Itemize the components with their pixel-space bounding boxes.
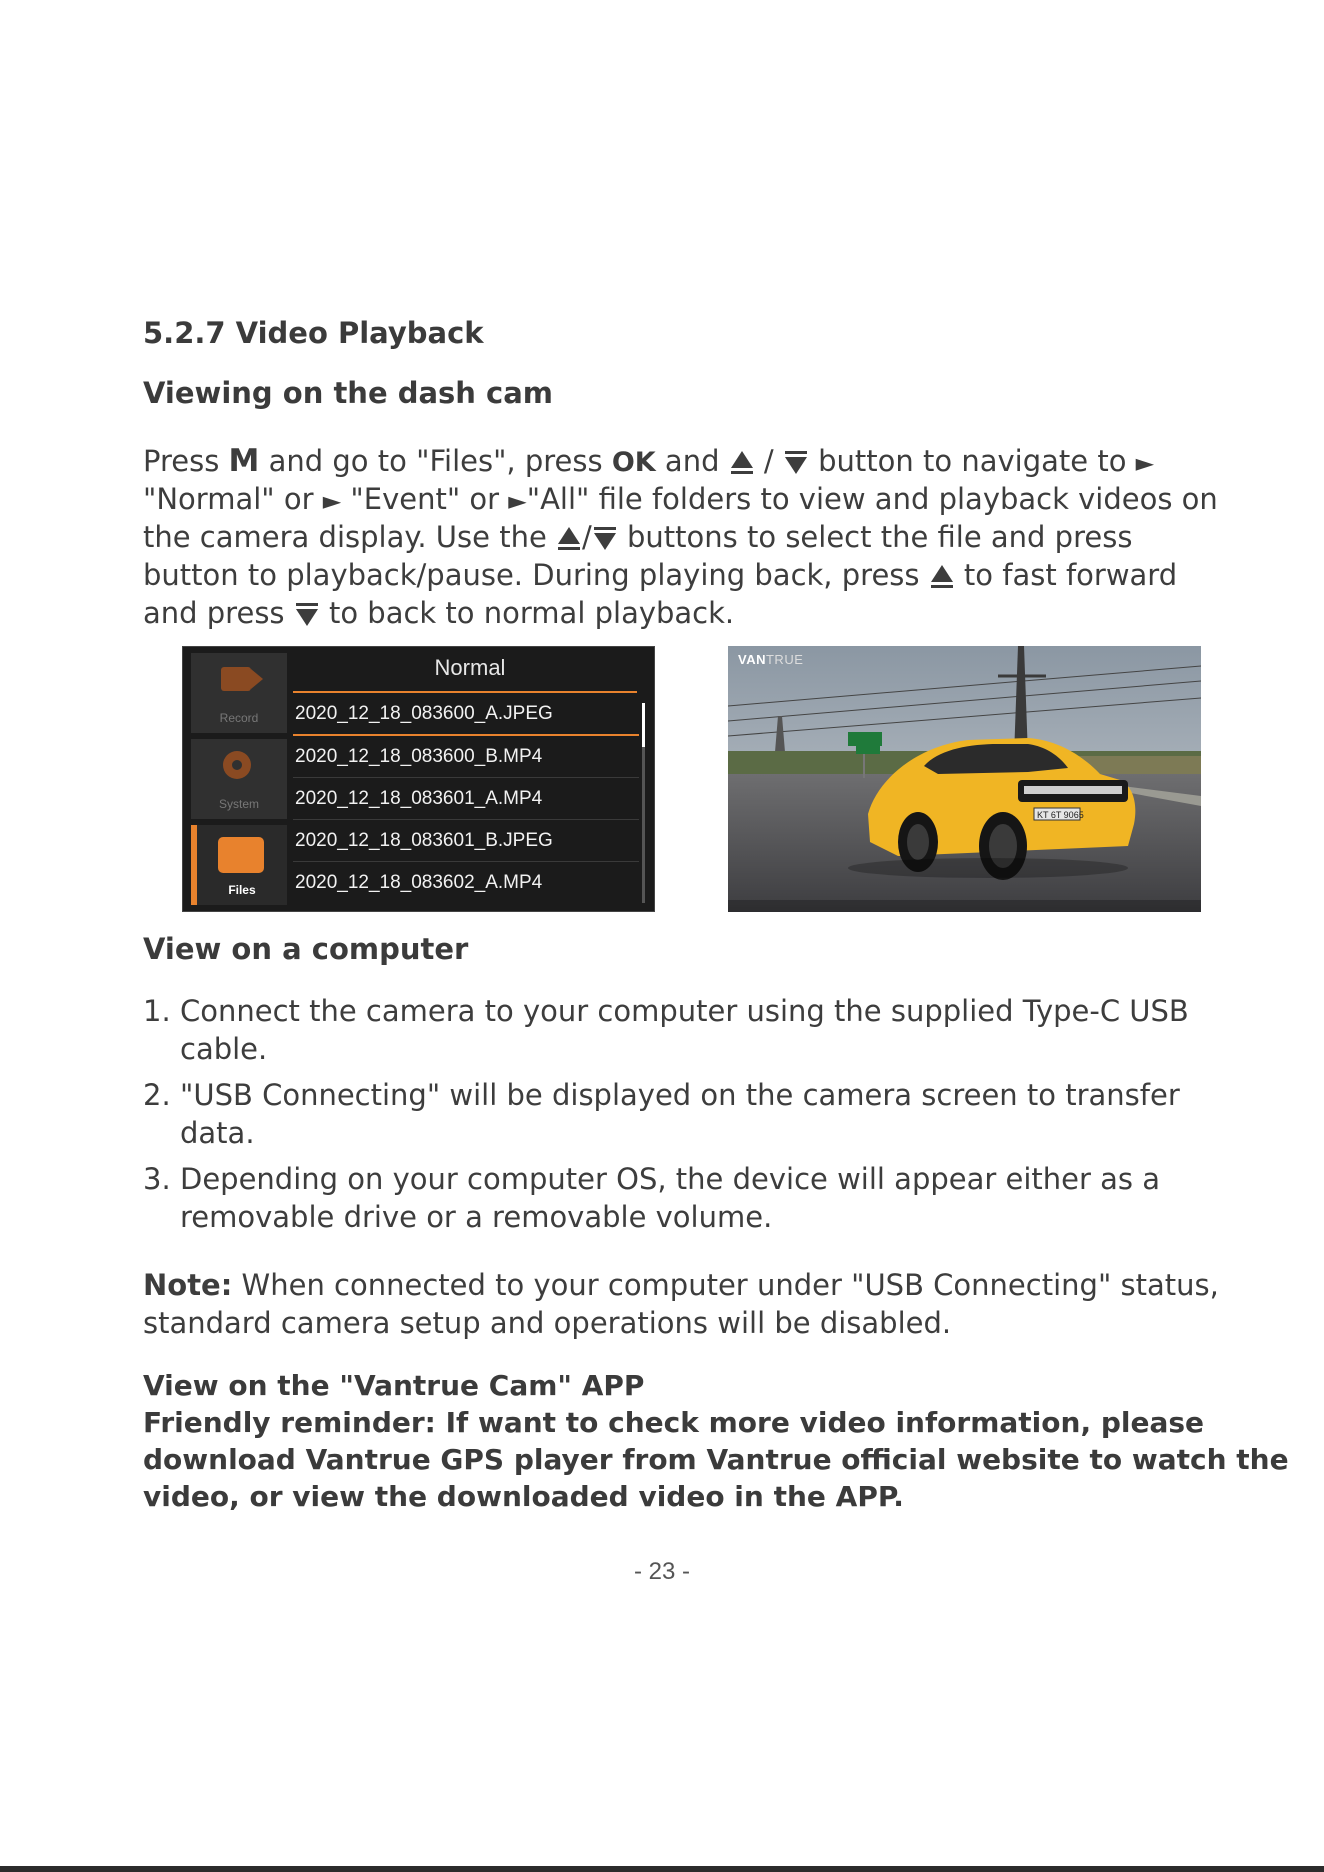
text-fragment: the camera display. Use the (143, 520, 557, 554)
license-plate-text: KT 6T 9065 (1037, 810, 1084, 820)
cam-sidebar-label: Files (228, 883, 256, 897)
m-key-label: M (228, 443, 260, 479)
list-number: 3. (143, 1162, 171, 1196)
page-bottom-rule (0, 1866, 1324, 1872)
instruction-line-2 (143, 480, 1243, 518)
text-fragment: Press (143, 444, 229, 478)
text-fragment: button to playback/pause. During playing back, press (143, 558, 929, 592)
text-fragment: and (655, 444, 729, 478)
list-line: Depending on your computer OS, the device will appear either as a (180, 1162, 1161, 1196)
down-button-icon (592, 525, 618, 553)
list-number: 1. (143, 994, 171, 1028)
list-number: 2. (143, 1078, 171, 1112)
up-button-icon (729, 449, 755, 477)
usb-note (143, 1266, 1243, 1342)
file-row[interactable]: 2020_12_18_083602_A.MP4 (295, 872, 543, 893)
section-title: 5.2.7 Video Playback (143, 316, 484, 350)
text-fragment: and press (143, 596, 294, 630)
list-text (180, 1076, 1180, 1152)
note-label: Note: (143, 1268, 233, 1302)
text-fragment: "All" file folders to view and playback videos on (526, 482, 1218, 516)
file-list-scroll-thumb[interactable] (642, 703, 645, 747)
playback-photo (728, 646, 1201, 912)
list-line: data. (180, 1116, 255, 1150)
reminder-line: download Vantrue GPS player from Vantrue official website to watch the (143, 1443, 1289, 1476)
reminder-line: video, or view the downloaded video in the APP. (143, 1480, 904, 1513)
app-subtitle: View on the "Vantrue Cam" APP (143, 1369, 645, 1402)
file-row[interactable]: 2020_12_18_083601_A.MP4 (293, 778, 639, 820)
logo-bold-text: VAN (738, 652, 766, 667)
cam-file-list (293, 647, 647, 911)
text-fragment: and go to "Files", press (259, 444, 612, 478)
list-line: removable drive or a removable volume. (180, 1200, 773, 1234)
up-button-icon (929, 563, 955, 591)
text-fragment: "Normal" or (143, 482, 323, 516)
down-button-icon (783, 449, 809, 477)
play-arrow-icon: ► (1135, 449, 1155, 477)
folder-icon (218, 837, 264, 873)
instruction-line-5 (143, 594, 1243, 632)
play-arrow-icon: ► (322, 487, 342, 515)
folder-title: Normal (434, 655, 506, 680)
instruction-line-4 (143, 556, 1243, 594)
cam-sidebar-label: Record (219, 711, 259, 725)
text-fragment: buttons to select the file and press (617, 520, 1133, 554)
list-line: cable. (180, 1032, 268, 1066)
down-button-icon (294, 601, 320, 629)
ok-key-label: OK (611, 447, 656, 478)
gear-icon (223, 751, 251, 779)
list-text (180, 1160, 1160, 1236)
up-button-icon (556, 525, 582, 553)
instruction-line-1 (143, 442, 1243, 480)
cam-sidebar-item-record[interactable] (191, 653, 287, 733)
play-arrow-icon: ► (508, 487, 527, 515)
note-line-1 (143, 1266, 1243, 1304)
dash-cam-subtitle: Viewing on the dash cam (143, 376, 554, 410)
cam-sidebar-item-files[interactable] (191, 825, 287, 905)
text-fragment: "Event" or (341, 482, 509, 516)
app-section (143, 1367, 1289, 1515)
page-number: - 23 - (633, 1558, 690, 1585)
file-row[interactable]: 2020_12_18_083600_B.MP4 (293, 736, 639, 778)
list-line: "USB Connecting" will be displayed on the camera screen to transfer (180, 1078, 1180, 1112)
text-fragment: / (754, 444, 783, 478)
text-fragment: button to navigate to (808, 444, 1136, 478)
text-fragment: to fast forward (954, 558, 1178, 592)
file-row-selected[interactable]: 2020_12_18_083600_A.JPEG (293, 693, 639, 736)
instruction-line-3: the camera display. Use the / buttons to select the file and press (143, 520, 1133, 554)
text-fragment: to back to normal playback. (319, 596, 735, 630)
reminder-line: Friendly reminder: If want to check more video information, please (143, 1406, 1205, 1439)
computer-subtitle: View on a computer (143, 932, 469, 966)
cam-sidebar (191, 653, 287, 905)
vantrue-logo (738, 652, 803, 667)
dash-cam-instructions (143, 442, 1243, 632)
dash-cam-file-browser (182, 646, 655, 912)
computer-steps-list (143, 992, 1243, 1236)
car-photo-illustration (728, 646, 1201, 912)
video-camera-icon (221, 667, 251, 691)
list-line: Connect the camera to your computer using the supplied Type-C USB (180, 994, 1189, 1028)
cam-sidebar-label: System (218, 797, 259, 811)
note-text: When connected to your computer under "USB Connecting" status, (232, 1268, 1219, 1302)
cam-sidebar-item-system[interactable] (191, 739, 287, 819)
logo-light-text: TRUE (765, 652, 804, 667)
list-text (180, 992, 1189, 1068)
file-row[interactable]: 2020_12_18_083601_B.JPEG (293, 820, 639, 862)
note-line-2: standard camera setup and operations will be disabled. (143, 1306, 952, 1340)
